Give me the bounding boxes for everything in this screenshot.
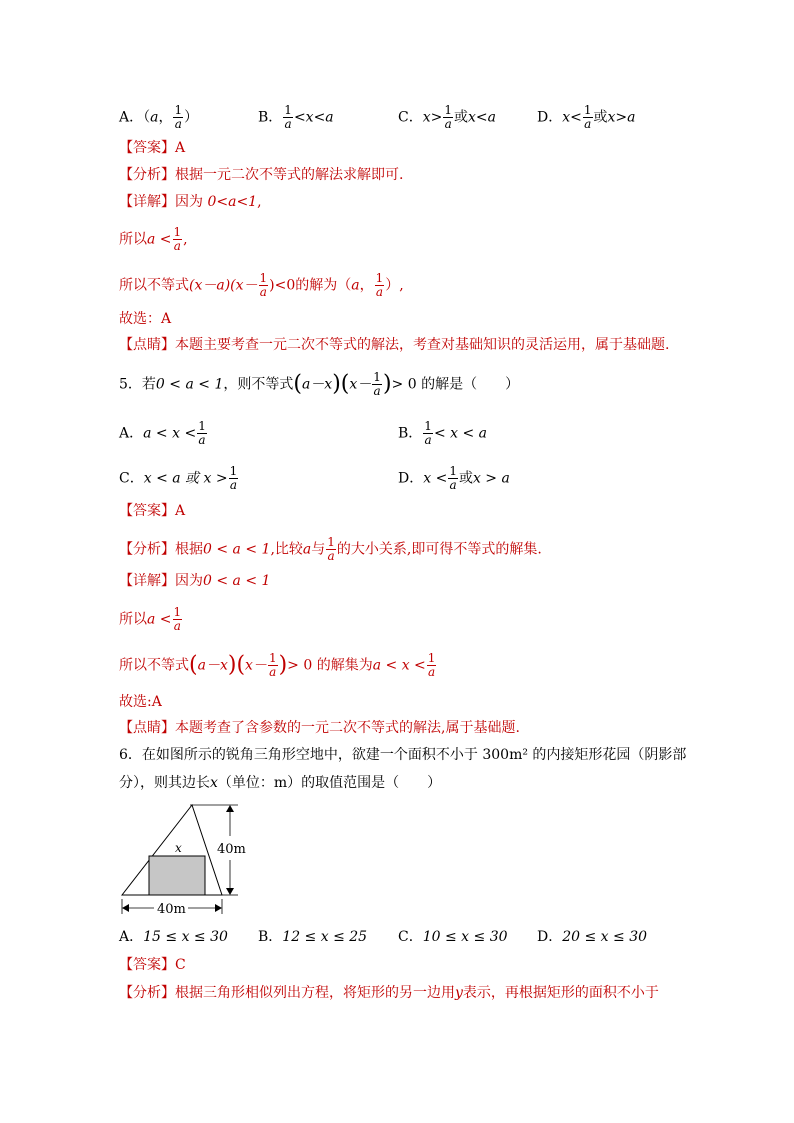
- height-label: 40m: [217, 842, 246, 857]
- q6-figure: [118, 802, 258, 922]
- q4-comment: 【点睛】本题主要考查一元二次不等式的解法，考查对基础知识的灵活运用，属于基础题.: [119, 337, 670, 353]
- q5-analysis: 【分析】根据0 < a < 1,比较a与 $\frac{1}{a}$ 的大小关系,即可得不等式的解集.: [119, 535, 542, 563]
- q6-answer: 【答案】C: [119, 957, 186, 973]
- q6-option-d: D．20 ≤ x ≤ 30: [537, 929, 648, 945]
- q5-step1: 所以a < $\frac{1}{a}$: [119, 605, 182, 633]
- q5-option-b: B． $\frac{1}{a}$ < x < a: [398, 419, 487, 447]
- base-label: 40m: [157, 902, 186, 917]
- q5-option-d: D．x < $\frac{1}{a}$ 或x > a: [398, 464, 510, 492]
- q5-comment: 【点睛】本题考查了含参数的一元二次不等式的解法,属于基础题.: [119, 720, 520, 736]
- q6-option-a: A．15 ≤ x ≤ 30: [119, 929, 228, 945]
- q5-stem: 5．若0 < a < 1，则不等式(a－x)(x－ $\frac{1}{a}$ )> 0 的解是（ ）: [119, 370, 520, 398]
- q5-option-c: C．x < a 或 x > $\frac{1}{a}$: [119, 464, 238, 492]
- q5-answer: 【答案】A: [119, 503, 186, 519]
- q4-option-b: B． $\frac{1}{a}$ <x<a: [258, 103, 334, 131]
- q5-step2: 所以不等式(a－x)(x－ $\frac{1}{a}$ )> 0 的解集为a < x < $\frac{1}{a}$: [119, 651, 436, 679]
- q6-option-c: C．10 ≤ x ≤ 30: [398, 929, 508, 945]
- q5-choose: 故选:A: [119, 694, 162, 710]
- q5-option-a: A．a < x < $\frac{1}{a}$: [119, 419, 206, 447]
- q4-option-d: D．x< $\frac{1}{a}$ 或x>a: [537, 103, 636, 131]
- q4-answer: 【答案】A: [119, 140, 186, 156]
- q4-choose: 故选：A: [119, 311, 172, 327]
- q4-step2: 所以不等式(x－a)(x－ $\frac{1}{a}$ )<0的解为（a， $\frac{1}{a}$ ）,: [119, 271, 404, 299]
- q4-option-c: C．x> $\frac{1}{a}$ 或x<a: [398, 103, 496, 131]
- q4-analysis: 【分析】根据一元二次不等式的解法求解即可.: [119, 167, 404, 183]
- q6-option-b: B．12 ≤ x ≤ 25: [258, 929, 368, 945]
- q6-stem-line1: 6．在如图所示的锐角三角形空地中，欲建一个面积不小于 300m² 的内接矩形花园（阴影部: [119, 747, 687, 763]
- q6-stem-line2: 分），则其边长x（单位：m）的取值范围是（ ）: [119, 775, 442, 791]
- q6-analysis: 【分析】根据三角形相似列出方程，将矩形的另一边用y表示，再根据矩形的面积不小于: [119, 985, 659, 1001]
- q4-option-a: A．（a， $\frac{1}{a}$ ）: [119, 103, 199, 131]
- q4-detail: 【详解】因为 0<a<1,: [119, 194, 262, 210]
- shaded-rectangle: [149, 856, 205, 895]
- q4-step1: 所以a < $\frac{1}{a}$ ,: [119, 225, 188, 253]
- rect-width-label: x: [175, 841, 182, 855]
- q5-detail: 【详解】因为0 < a < 1: [119, 573, 271, 589]
